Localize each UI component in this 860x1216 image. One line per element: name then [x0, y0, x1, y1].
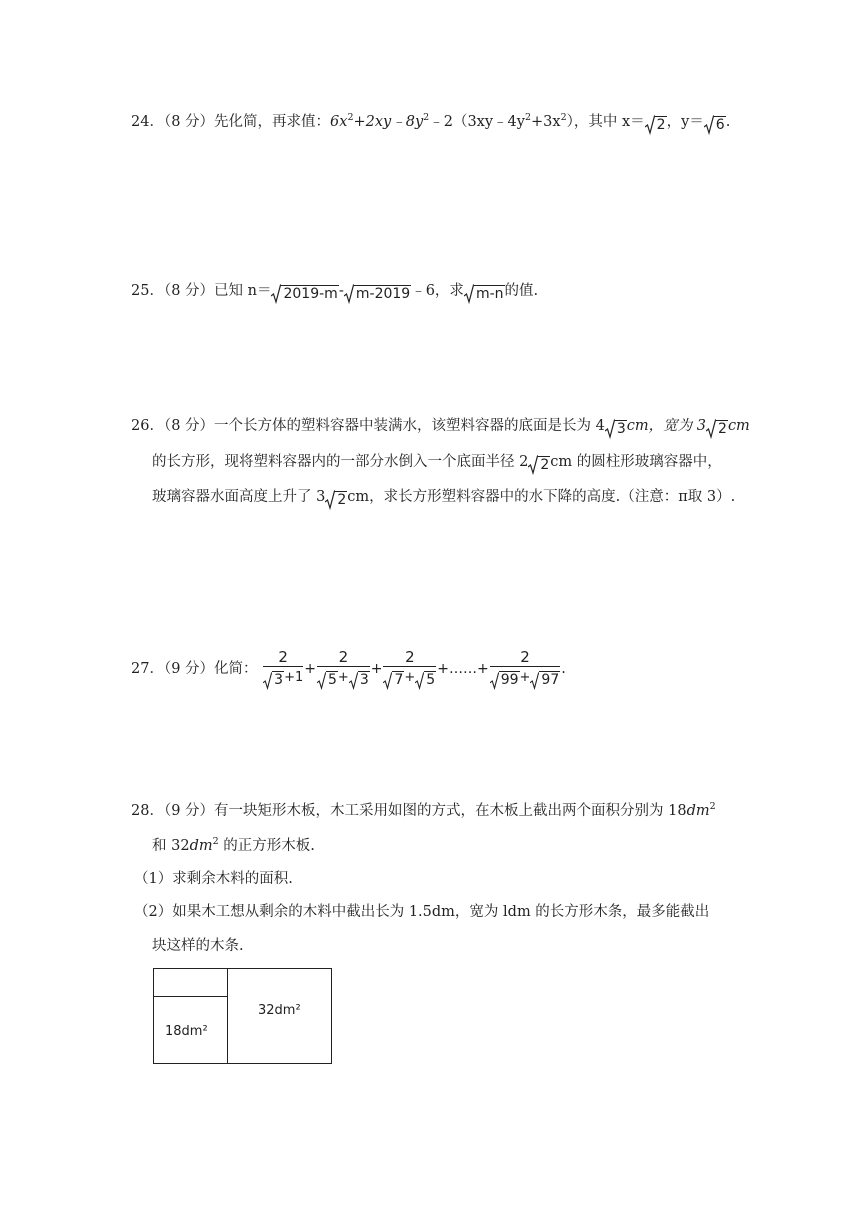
exp: 2: [212, 836, 219, 847]
q26-head: 26．（8 分）一个长方体的塑料容器中装满水，该塑料容器的底面是长为 4: [131, 418, 605, 434]
question-28-sub2: （2）如果木工想从剩余的木料中截出长为 1.5dm，宽为 ldm 的长方形木条，最多能截出: [134, 904, 710, 920]
radicand: 3: [274, 672, 284, 688]
q26-text: cm，求长方形塑料容器中的水下降的高度.（注意：π取 3）.: [347, 489, 736, 505]
radicand: 3: [616, 421, 626, 437]
fraction-3: [383, 648, 436, 690]
question-26-line3: [152, 487, 735, 510]
sqrt-m-n: [464, 284, 505, 304]
radicand: 2: [718, 421, 727, 437]
denominator: [383, 666, 436, 690]
sqrt-99: [490, 671, 520, 690]
radicand: 2: [540, 457, 550, 473]
sqrt-97: [530, 671, 560, 690]
q26-text: cm: [727, 418, 750, 434]
q24-exp: 2: [347, 112, 354, 123]
sqrt-x-radicand: 2: [656, 117, 666, 133]
radicand: 5: [327, 672, 337, 688]
radicand: m-n: [475, 286, 504, 302]
sqrt-2: [706, 419, 728, 439]
radicand: 7: [394, 672, 404, 688]
radicand: 2019-m: [283, 286, 338, 302]
question-26-line1: [131, 416, 800, 439]
q24-term: +2xy﹣8y: [353, 114, 424, 130]
sqrt-2: [528, 455, 550, 475]
fraction-1: [263, 648, 303, 690]
sqrt-2019-m: [271, 284, 338, 304]
q24-term: +3x: [531, 114, 561, 130]
sqrt-y: [704, 115, 726, 135]
q24-term: 6x: [330, 114, 348, 130]
plus: +: [404, 670, 416, 685]
question-28-line2: [152, 836, 315, 856]
ellipsis: +……+: [437, 661, 489, 677]
sqrt-x: [645, 115, 667, 135]
q24-exp: 2: [560, 112, 567, 123]
q27-head: 27．（9 分）化简：: [131, 661, 258, 677]
q26-text: cm，宽为 3: [626, 418, 707, 434]
q28-text: 和 32: [152, 838, 190, 854]
q25-mid: ﹣6，求: [411, 283, 464, 299]
fraction-4: [490, 648, 561, 690]
q24-exp: 2: [524, 112, 532, 123]
q28-text: 的正方形木板.: [218, 838, 315, 854]
q26-text: 的长方形，现将塑料容器内的一部分水倒入一个底面半径 2: [152, 454, 529, 470]
question-25: [131, 281, 800, 304]
sqrt-2: [325, 490, 347, 510]
question-28-sub1: （1）求剩余木料的面积.: [134, 871, 293, 887]
plus: +: [337, 670, 349, 685]
plus: +: [519, 670, 531, 685]
question-27: [131, 648, 800, 690]
q24-head: 24．（8 分）先化简，再求值：: [131, 114, 331, 130]
radicand: 2: [337, 492, 347, 508]
unit: dm: [189, 838, 213, 854]
radicand: 5: [426, 672, 436, 688]
q27-end: .: [561, 661, 566, 677]
q24-term: ，y＝: [666, 114, 704, 130]
minus: -: [338, 283, 344, 299]
q24-exp: 2: [423, 112, 430, 123]
question-28-sub2-cont: 块这样的木条.: [152, 938, 244, 954]
q28-text: 28．（9 分）有一块矩形木板，木工采用如图的方式，在木板上截出两个面积分别为 18: [131, 803, 687, 819]
numerator: 2: [520, 648, 530, 666]
q24-end: .: [725, 114, 731, 130]
q26-text: cm 的圆柱形玻璃容器中，: [550, 454, 722, 470]
fraction-2: [317, 648, 370, 690]
unit: dm: [686, 803, 710, 819]
small-square-label: 18dm²: [165, 1024, 208, 1039]
numerator: 2: [338, 648, 349, 666]
radicand: 97: [541, 672, 560, 688]
radicand: 99: [500, 672, 519, 688]
plus: +: [370, 661, 383, 677]
sqrt-3: [605, 419, 627, 439]
radicand: m-2019: [355, 286, 411, 302]
question-28-line1: [131, 801, 800, 821]
q26-text: 玻璃容器水面高度上升了 3: [152, 489, 326, 505]
sqrt-7: [383, 671, 404, 690]
board-figure: [153, 968, 332, 1064]
sqrt-3: [263, 671, 284, 690]
q25-head: 25．（8 分）已知 n＝: [131, 283, 272, 299]
sqrt-y-radicand: 6: [715, 117, 725, 133]
denominator: [490, 666, 561, 690]
sqrt-5: [317, 671, 338, 690]
q24-term: ），其中 x＝: [566, 114, 645, 130]
sqrt-3: [349, 671, 370, 690]
left-column: [154, 969, 228, 1063]
sqrt-5: [415, 671, 436, 690]
large-square-label: 32dm²: [258, 1003, 301, 1018]
denominator: [263, 666, 303, 690]
q24-term: ﹣2（3xy﹣4y: [429, 114, 525, 130]
radicand: 3: [359, 672, 369, 688]
exp: 2: [709, 801, 716, 812]
question-24: [131, 112, 800, 135]
numerator: 2: [405, 648, 415, 666]
plus: +: [304, 661, 316, 677]
numerator: 2: [278, 648, 288, 666]
denominator: [317, 666, 370, 690]
sqrt-m-2019: [344, 284, 411, 304]
question-26-line2: [152, 452, 722, 475]
den-rest: +1: [284, 670, 304, 685]
q25-end: 的值.: [504, 283, 539, 299]
